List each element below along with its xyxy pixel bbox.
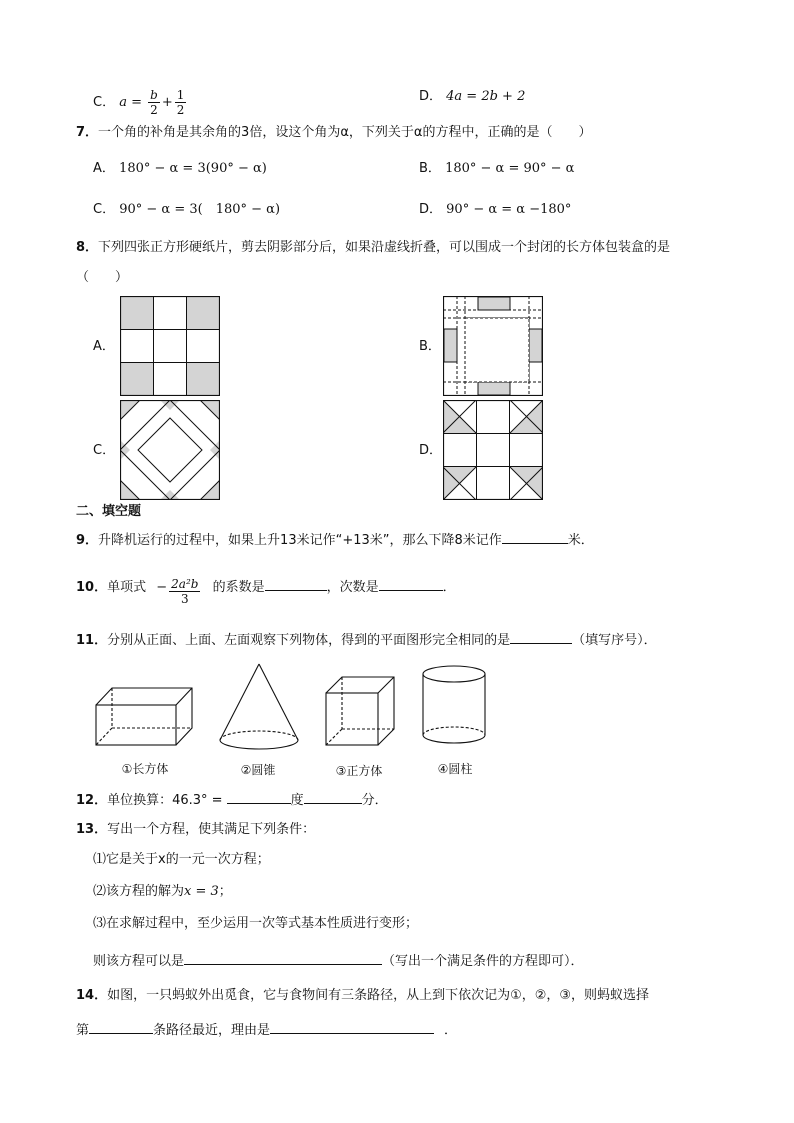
cube-solid [326,677,394,745]
condition-1: ⑴它是关于x的一元一次方程； [93,852,270,867]
answer-blank[interactable] [89,1019,153,1034]
question-text: 如图，一只蚂蚁外出觅食，它与食物间有三条路径，从上到下依次记为①，②，③，则蚂蚁选择 [107,988,650,1003]
option-label: B． [419,161,441,176]
question-text: 下列四张正方形硬纸片，剪去阴影部分后，如果沿虚线折叠，可以围成一个封闭的长方体包装盒的是 [98,240,671,255]
frac-num: b [150,88,158,102]
option-label-a: A． [93,339,115,354]
plus-sign: + [161,95,173,110]
question-text: 一个角的补角是其余角的3倍，设这个角为α，下列关于α的方程中，正确的是（ ） [98,125,592,140]
question-tail: （写出一个满足条件的方程即可）． [382,954,584,969]
question-text: 分别从正面、上面、左面观察下列物体，得到的平面图形完全相同的是 [107,633,511,648]
option-label: A． [93,161,115,176]
fraction [175,88,187,117]
question-text: 第 [76,1023,90,1038]
solids-figure [90,660,510,760]
option-label: D． [419,89,443,104]
caption-cone: ②圆锥 [240,763,276,777]
q14-line2 [76,1019,457,1040]
cuboid-solid [96,688,192,745]
caption-cuboid: ①长方体 [121,762,169,776]
question-number: 10． [76,580,108,595]
question-number: 9． [76,533,99,548]
cylinder-solid [423,666,485,743]
answer-blank[interactable] [502,529,568,544]
option-label-d: D． [419,443,443,458]
caption-cube: ③正方体 [335,764,383,778]
fraction [148,88,160,117]
net-diagram-c [120,400,220,500]
question-text: 写出一个方程，使其满足下列条件： [107,822,316,837]
question-tail: ． [444,1023,458,1038]
frac-num: 2a²b [171,577,199,591]
math-expr: x = 3 [184,884,219,899]
q7-stem [76,124,591,142]
q6-option-d [419,88,525,106]
q10 [76,576,456,606]
question-tail: 米． [567,533,594,548]
question-text: 则该方程可以是 [93,954,185,969]
question-number: 13． [76,822,108,837]
net-diagram-b [443,296,543,396]
question-text: 条路径最近，理由是 [153,1023,271,1038]
question-text: 度 [290,793,304,808]
question-text: 升降机运行的过程中，如果上升13米记作“+13米”，那么下降8米记作 [98,533,502,548]
option-label: C． [93,202,116,217]
q14-stem [76,987,649,1005]
option-label-c: C． [93,443,116,458]
q13-stem [76,821,315,839]
condition-3: ⑶在求解过程中，至少运用一次等式基本性质进行变形； [93,916,419,931]
answer-blank[interactable] [184,950,382,965]
q11 [76,629,657,650]
answer-bracket: （ ） [76,270,129,285]
math-expr: 180° − α = 90° − α [445,161,575,176]
q13-answer-line [93,950,584,971]
math-expr: 90° − α = α −180° [446,202,572,217]
answer-blank[interactable] [510,629,572,644]
q8-stem [76,239,670,257]
q7-option-d [419,201,571,219]
condition-text: ； [218,884,232,899]
cone-solid [220,664,298,749]
option-label: C． [93,95,116,110]
math-expr: 90° − α = 3( 180° − α) [119,202,281,217]
question-number: 11． [76,633,108,648]
question-text: 的系数是 [212,580,265,595]
question-number: 7． [76,125,99,140]
section-title: 二、填空题 [76,504,142,519]
frac-num: 1 [176,88,185,102]
option-label-b: B． [419,339,441,354]
question-tail: ． [442,580,456,595]
question-text: 单位换算：46.3° = [107,793,223,808]
net-diagram-d [443,400,543,500]
question-text: 单项式 [107,580,147,595]
q7-option-a [93,160,267,178]
q6-option-c [93,88,188,117]
answer-blank[interactable] [379,576,443,591]
answer-blank[interactable] [270,1019,434,1034]
answer-blank[interactable] [304,789,362,804]
frac-den: 2 [176,103,185,117]
q7-option-b [419,160,574,178]
question-number: 12． [76,793,108,808]
math-expr: 4a = 2b + 2 [446,89,526,104]
net-diagram-a [120,296,220,396]
question-text: ，次数是 [326,580,379,595]
math-expr: a = [119,95,142,110]
answer-blank[interactable] [227,789,291,804]
condition-2 [93,883,232,901]
q7-option-c [93,201,280,219]
condition-text: ⑵该方程的解为 [93,884,185,899]
frac-den: 3 [180,592,189,606]
question-tail: （填写序号）． [572,633,657,648]
answer-blank[interactable] [265,576,327,591]
caption-cylinder: ④圆柱 [437,762,473,776]
frac-den: 2 [150,103,158,117]
option-label: D． [419,202,443,217]
question-number: 8． [76,240,99,255]
q9 [76,529,594,550]
math-expr: 180° − α = 3(90° − α) [119,161,267,176]
minus-sign: − [156,580,168,595]
question-number: 14． [76,988,108,1003]
q12 [76,789,388,810]
question-tail: 分． [361,793,388,808]
fraction [169,577,200,606]
